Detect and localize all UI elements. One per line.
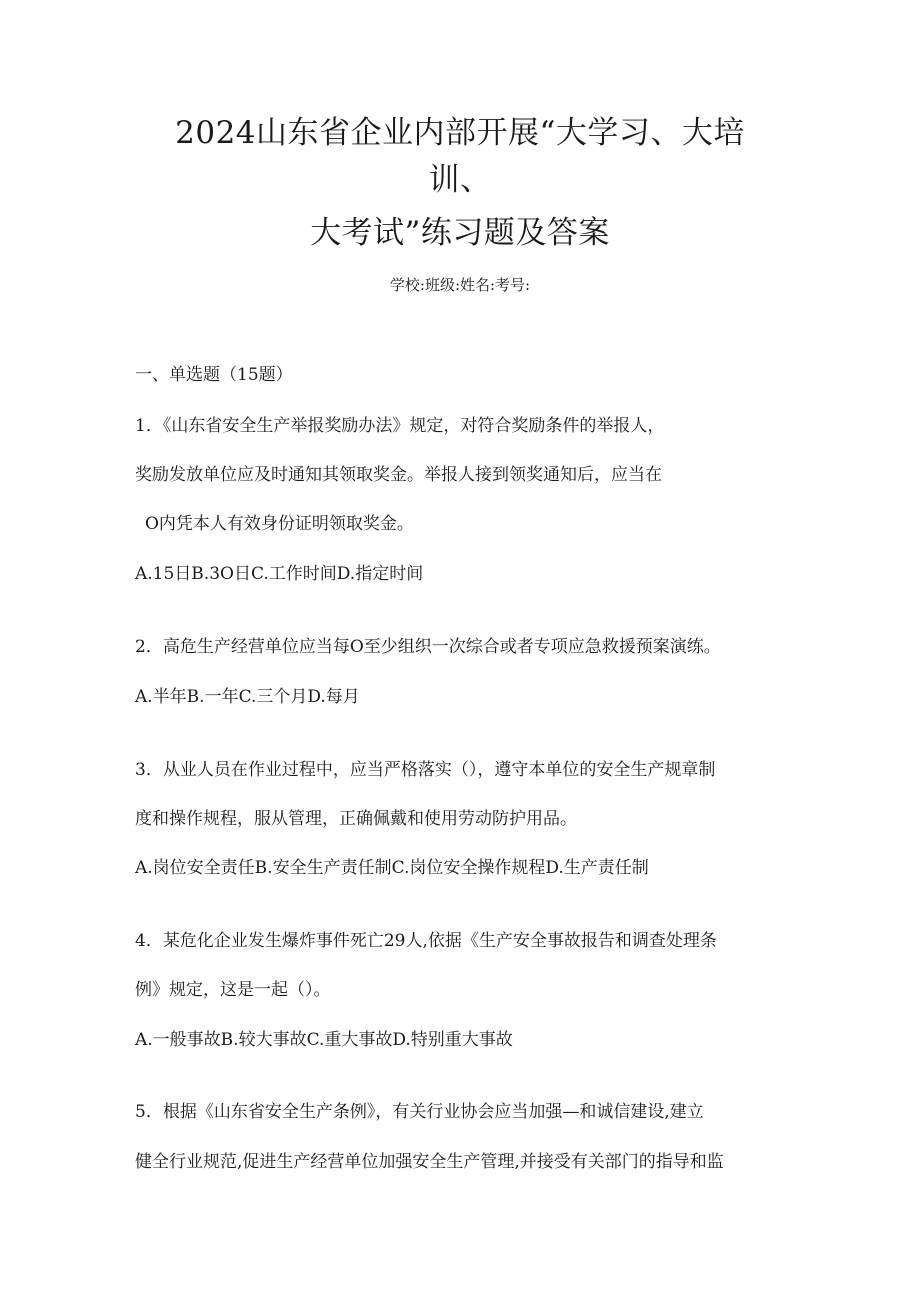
question-4-line-2: 例》规定，这是一起（）。 (135, 980, 331, 1000)
question-1-line-2: 奖励发放单位应及时通知其领取奖金。举报人接到领奖通知后，应当在 (135, 465, 662, 485)
question-3-line-2: 度和操作规程，服从管理，正确佩戴和使用劳动防护用品。 (135, 809, 577, 829)
question-3-options: A.岗位安全责任B.安全生产责任制C.岗位安全操作规程D.生产责任制 (135, 858, 649, 878)
student-info-line: 学校:班级:姓名:考号: (389, 276, 531, 294)
question-1-options: A.15日B.3O日C.工作时间D.指定时间 (135, 564, 424, 584)
section-heading: 一、单选题（15题） (135, 365, 293, 385)
question-1-line-3: O内凭本人有效身份证明领取奖金。 (145, 514, 414, 534)
question-1-line-1: 1．《山东省安全生产举报奖励办法》规定，对符合奖励条件的举报人， (135, 416, 665, 436)
question-5-line-1: 5．根据《山东省安全生产条例》，有关行业协会应当加强—和诚信建设,建立 (135, 1102, 704, 1122)
question-2-options: A.半年B.一年C.三个月D.每月 (135, 687, 360, 707)
document-title-line-1: 2024山东省企业内部开展“大学习、大培 (175, 115, 745, 151)
question-2-line-1: 2．高危生产经营单位应当每O至少组织一次综合或者专项应急救援预案演练。 (135, 637, 721, 657)
question-3-line-1: 3．从业人员在作业过程中，应当严格落实（），遵守本单位的安全生产规章制 (135, 760, 716, 780)
question-4-line-1: 4．某危化企业发生爆炸事件死亡29人,依据《生产安全事故报告和调查处理条 (135, 931, 717, 951)
question-5-line-2: 健全行业规范,促进生产经营单位加强安全生产管理,并接受有关部门的指导和监 (135, 1152, 724, 1172)
document-title-line-2: 训、 (428, 162, 492, 198)
question-4-options: A.一般事故B.较大事故C.重大事故D.特别重大事故 (135, 1030, 513, 1050)
document-title-line-3: 大考试”练习题及答案 (310, 215, 610, 251)
